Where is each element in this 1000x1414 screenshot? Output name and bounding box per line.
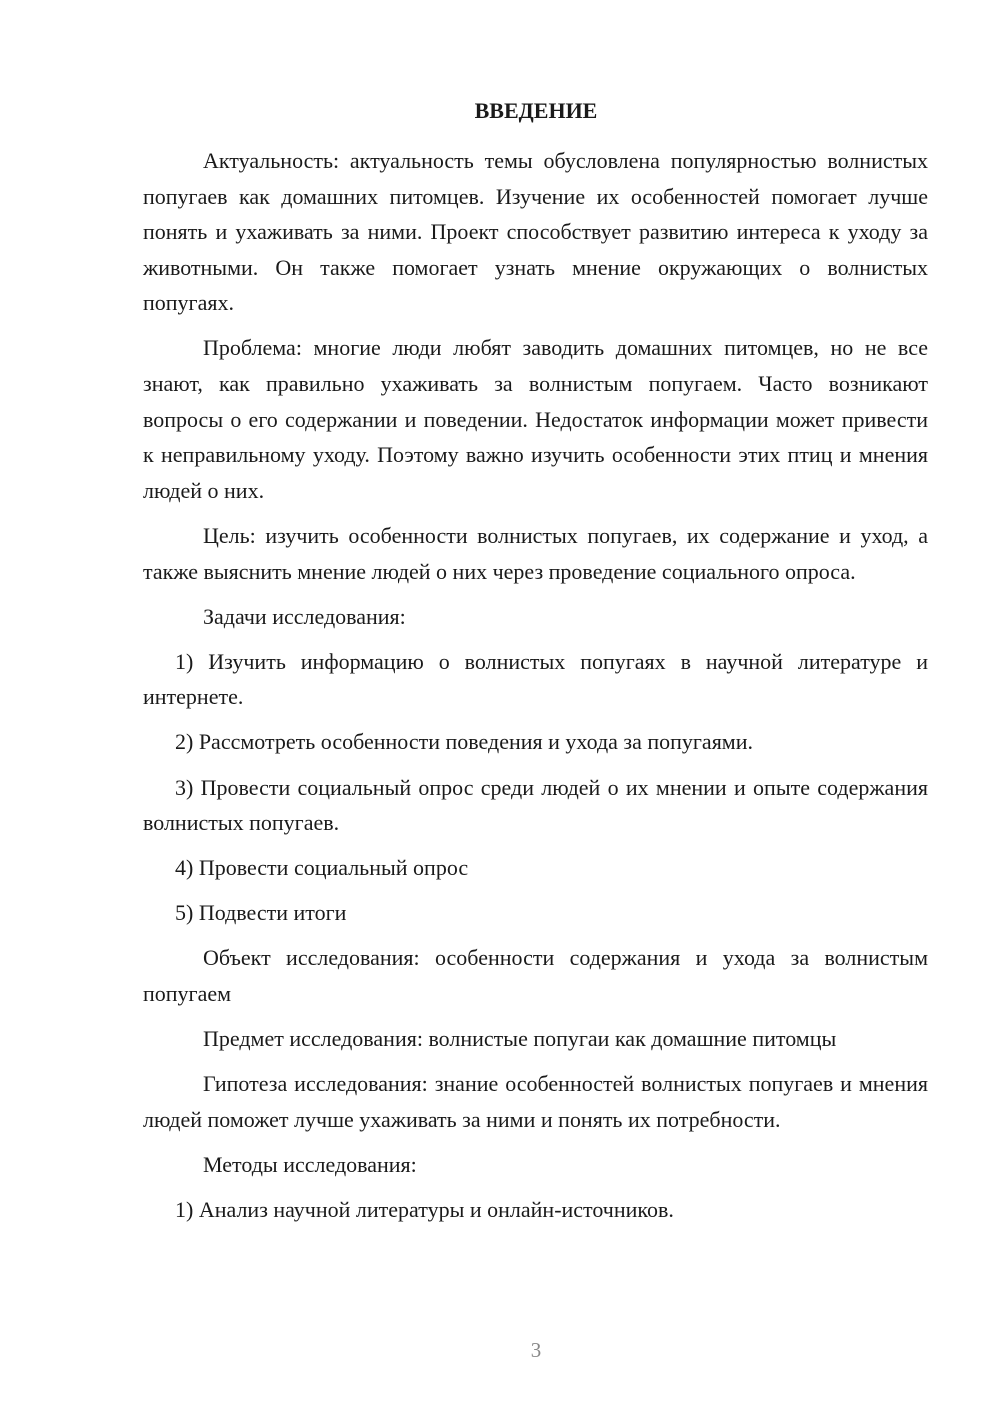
task-item-1: 1) Изучить информацию о волнистых попугаях в научной литературе и интернете.	[143, 648, 928, 710]
method-item-1: 1) Анализ научной литературы и онлайн-источников.	[175, 1196, 674, 1222]
paragraph-relevance: Актуальность: актуальность темы обусловлена популярностью волнистых попугаев как домашних питомцев. Изучение их особенностей помогает лучше понять и ухаживать за ними. Проект способствует развитию интереса к уходу за животными. Он также помогает узнать мнение окружающих о волнистых попугаях.	[143, 148, 928, 316]
paragraph-goal: Цель: изучить особенности волнистых попугаев, их содержание и уход, а также выяснить мнение людей о них через проведение социального опроса.	[143, 522, 928, 584]
paragraph-object: Объект исследования: особенности содержания и ухода за волнистым попугаем	[143, 945, 928, 1006]
task-item-2: 2) Рассмотреть особенности поведения и ухода за попугаями.	[175, 729, 754, 755]
page-number: 3	[530, 1338, 542, 1362]
paragraph-tasks-heading: Задачи исследования:	[203, 603, 406, 629]
page-title: ВВЕДЕНИЕ	[474, 98, 598, 123]
paragraph-methods-heading: Методы исследования:	[203, 1151, 417, 1177]
paragraph-hypothesis: Гипотеза исследования: знание особенностей волнистых попугаев и мнения людей поможет лучше ухаживать за ними и понять их потребности.	[143, 1071, 928, 1132]
body-text	[143, 143, 928, 1237]
task-item-3: 3) Провести социальный опрос среди людей о их мнении и опыте содержания волнистых попугаев.	[143, 774, 928, 836]
task-item-4: 4) Провести социальный опрос	[175, 855, 469, 881]
paragraph-problem: Проблема: многие люди любят заводить домашних питомцев, но не все знают, как правильно ухаживать за волнистым попугаем. Часто возникают вопросы о его содержании и поведении. Недостаток информации может привести к неправильному уходу. Поэтому важно изучить особенности этих птиц и мнения людей о них.	[143, 335, 928, 503]
task-item-5: 5) Подвести итоги	[175, 900, 347, 926]
paragraph-subject: Предмет исследования: волнистые попугаи как домашние питомцы	[203, 1026, 837, 1052]
